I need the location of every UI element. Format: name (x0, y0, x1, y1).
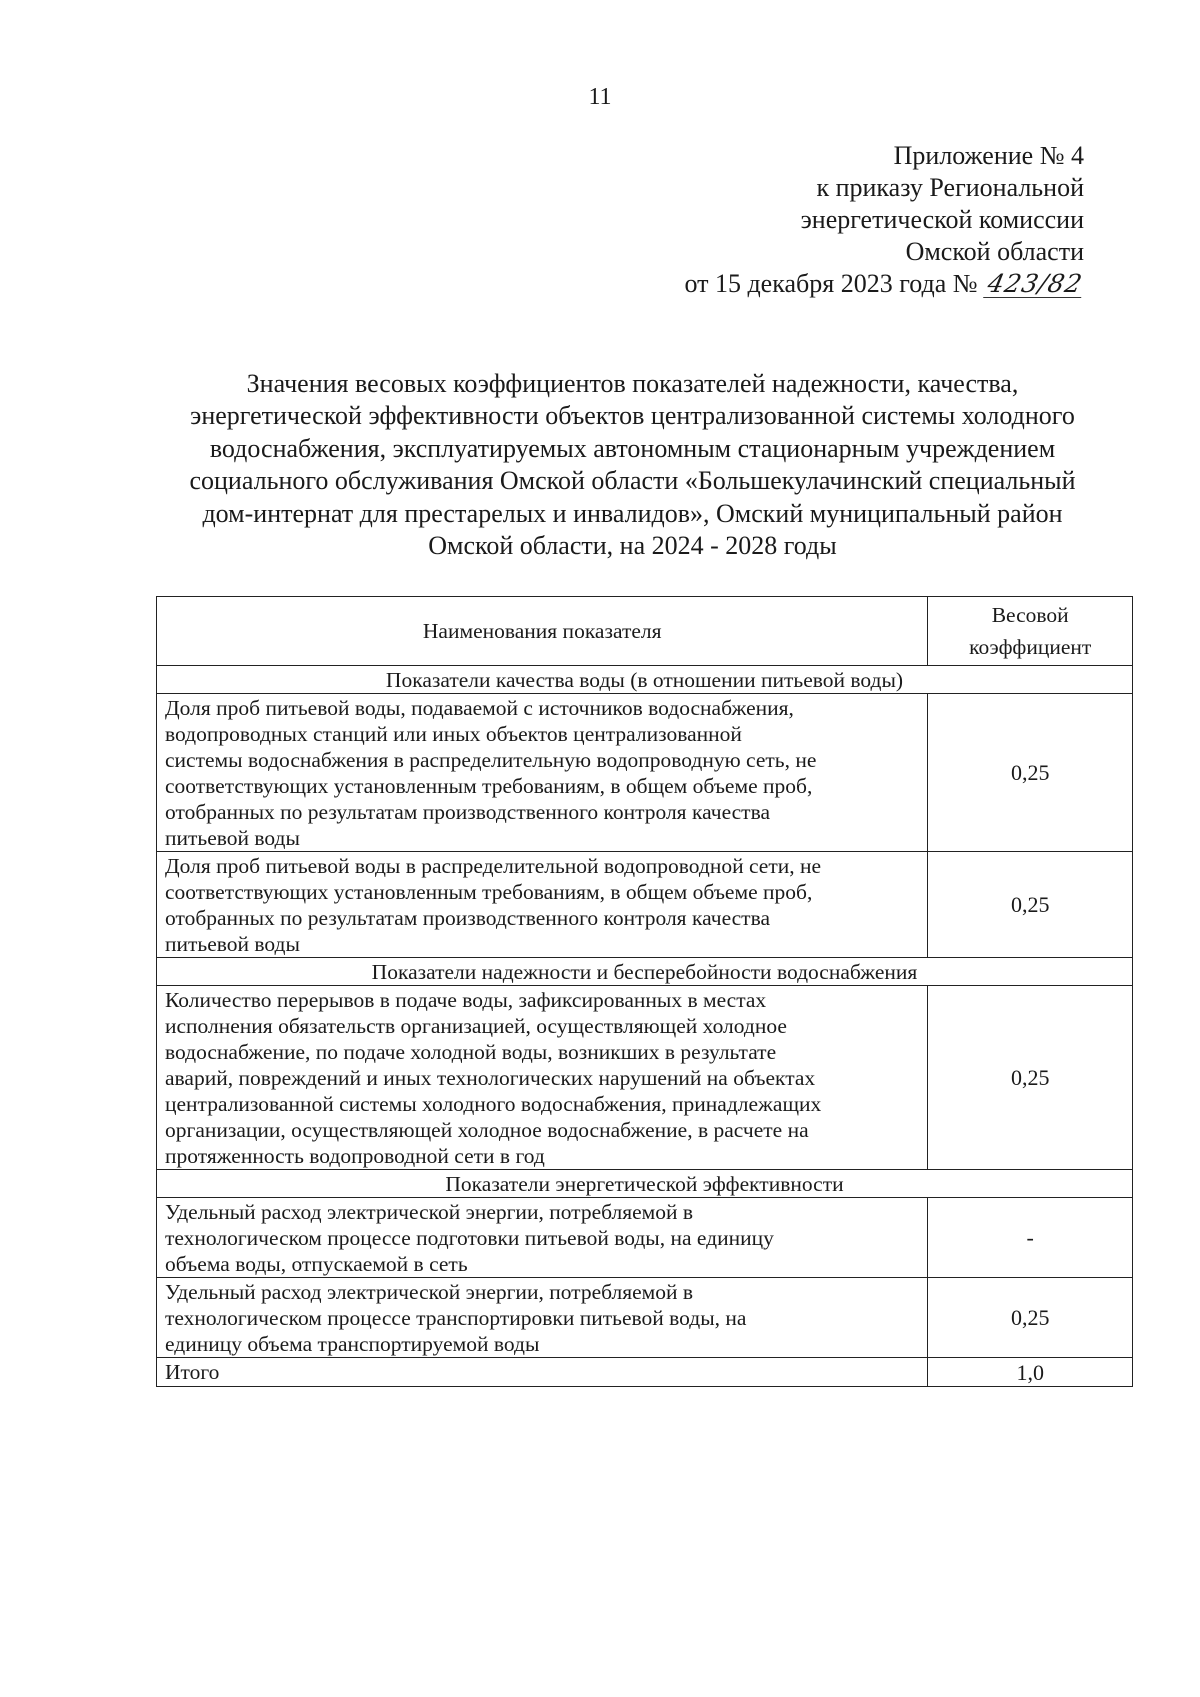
indicator-name-cell (157, 986, 928, 1170)
table-row (157, 694, 1133, 852)
header-weight-line: Весовой (991, 603, 1069, 627)
indicator-line: технологическом процессе подготовки питьевой воды, на единицу (165, 1226, 774, 1250)
weight-value-cell: 0,25 (928, 694, 1133, 852)
indicator-line: технологическом процессе транспортировки питьевой воды, на (165, 1306, 747, 1330)
indicator-line: объема воды, отпускаемой в сеть (165, 1252, 468, 1276)
title-line: энергетической эффективности объектов централизованной системы холодного (190, 401, 1075, 431)
indicator-line: питьевой воды (165, 932, 300, 956)
indicator-line: отобранных по результатам производственного контроля качества (165, 906, 770, 930)
appendix-line: к приказу Региональной (816, 173, 1084, 202)
indicator-line: Доля проб питьевой воды, подаваемой с источников водоснабжения, (165, 696, 794, 720)
indicator-line: централизованной системы холодного водоснабжения, принадлежащих (165, 1092, 822, 1116)
appendix-line: Омской области (905, 237, 1084, 266)
weight-value-cell: - (928, 1198, 1133, 1278)
appendix-header (684, 140, 1084, 300)
indicator-name-cell (157, 852, 928, 958)
indicator-line: соответствующих установленным требованиям, в общем объеме проб, (165, 774, 813, 798)
indicator-line: организации, осуществляющей холодное водоснабжение, в расчете на (165, 1118, 809, 1142)
total-label: Итого (157, 1358, 928, 1387)
indicator-line: Удельный расход электрической энергии, потребляемой в (165, 1280, 694, 1304)
order-date-line (684, 268, 1084, 300)
page-number: 11 (588, 84, 612, 110)
title-line: дом-интернат для престарелых и инвалидов», Омский муниципальный район (202, 498, 1063, 528)
title-line: Омской области, на 2024 - 2028 годы (428, 531, 837, 561)
section-title: Показатели надежности и бесперебойности водоснабжения (157, 958, 1133, 986)
indicator-line: соответствующих установленным требованиям, в общем объеме проб, (165, 880, 813, 904)
document-title (140, 368, 1125, 562)
table-row (157, 1278, 1133, 1358)
indicator-line: водоснабжение, по подаче холодной воды, возникших в результате (165, 1040, 777, 1064)
table-row (157, 852, 1133, 958)
header-name-cell: Наименования показателя (157, 597, 928, 666)
weight-value-cell: 0,25 (928, 986, 1133, 1170)
section-row (157, 1170, 1133, 1198)
indicator-line: аварий, повреждений и иных технологических нарушений на объектах (165, 1066, 816, 1090)
indicator-line: питьевой воды (165, 826, 300, 850)
indicator-line: Количество перерывов в подаче воды, зафиксированных в местах (165, 988, 767, 1012)
indicator-line: отобранных по результатам производственного контроля качества (165, 800, 770, 824)
indicator-name-cell (157, 694, 928, 852)
appendix-line: энергетической комиссии (800, 205, 1084, 234)
section-title: Показатели качества воды (в отношении питьевой воды) (157, 666, 1133, 694)
indicator-line: протяженность водопроводной сети в год (165, 1144, 545, 1168)
total-value: 1,0 (928, 1358, 1133, 1387)
table-row (157, 1198, 1133, 1278)
indicator-name-cell (157, 1198, 928, 1278)
header-weight-cell (928, 597, 1133, 666)
appendix-line: Приложение № 4 (893, 141, 1084, 170)
table-header-row (157, 597, 1133, 666)
order-date-prefix: от 15 декабря 2023 года № (684, 269, 978, 298)
indicator-line: системы водоснабжения в распределительную водопроводную сеть, не (165, 748, 817, 772)
section-title: Показатели энергетической эффективности (157, 1170, 1133, 1198)
indicator-line: исполнения обязательств организацией, осуществляющей холодное (165, 1014, 787, 1038)
indicator-line: водопроводных станций или иных объектов централизованной (165, 722, 742, 746)
weight-value-cell: 0,25 (928, 852, 1133, 958)
title-line: Значения весовых коэффициентов показателей надежности, качества, (246, 369, 1019, 398)
table-row (157, 986, 1133, 1170)
title-line: водоснабжения, эксплуатируемых автономным стационарным учреждением (209, 433, 1056, 463)
title-line: социального обслуживания Омской области «Большекулачинский специальный (189, 466, 1076, 496)
weights-table (156, 596, 1133, 1387)
section-row (157, 958, 1133, 986)
indicator-name-cell (157, 1278, 928, 1358)
indicator-line: единицу объема транспортируемой воды (165, 1332, 540, 1356)
indicator-line: Удельный расход электрической энергии, потребляемой в (165, 1200, 694, 1224)
weight-value-cell: 0,25 (928, 1278, 1133, 1358)
header-weight-line: коэффициент (969, 635, 1092, 659)
section-row (157, 666, 1133, 694)
total-row (157, 1358, 1133, 1387)
order-number-handwritten: 423/82 (985, 269, 1086, 298)
indicator-line: Доля проб питьевой воды в распределительной водопроводной сети, не (165, 854, 822, 878)
